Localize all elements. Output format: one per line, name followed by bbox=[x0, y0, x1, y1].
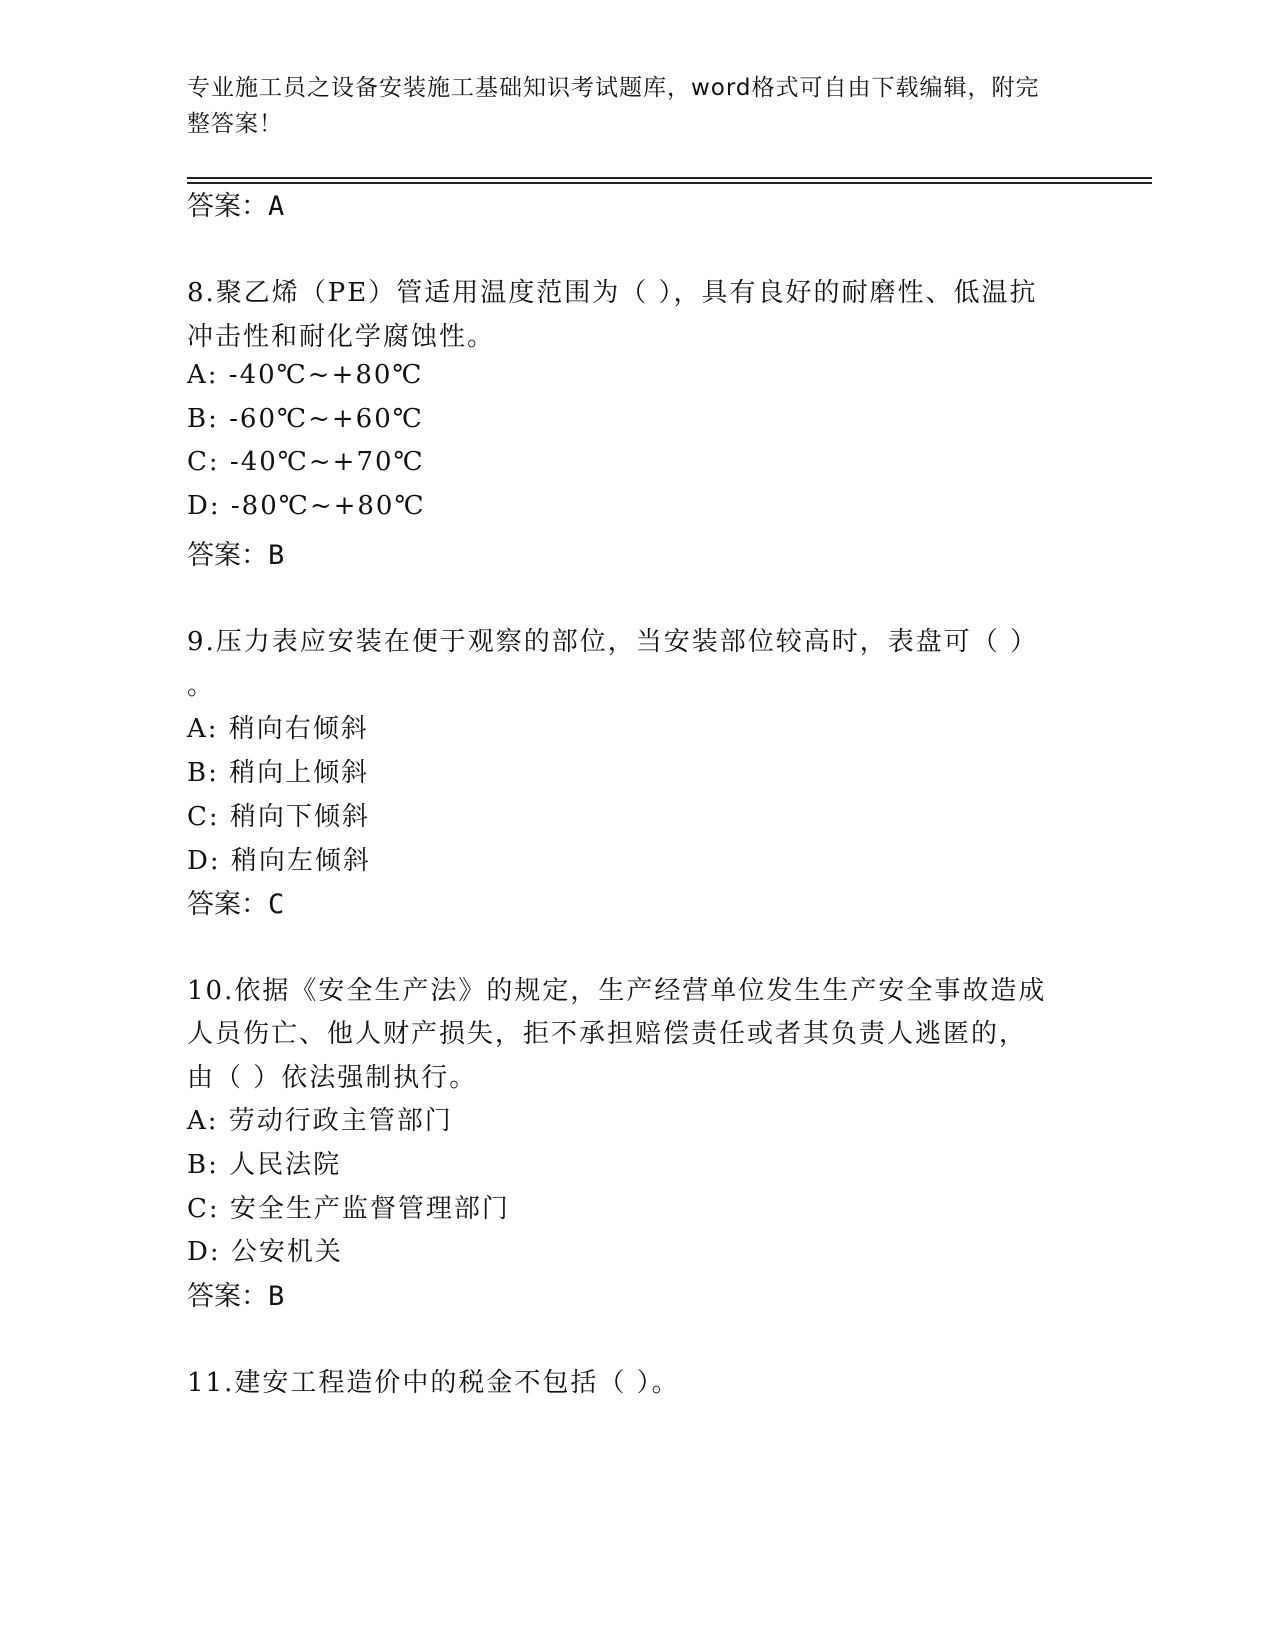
question-8-answer: 答案：B bbox=[187, 540, 285, 571]
header-line-2: 整答案！ bbox=[187, 111, 283, 137]
question-8-option-d: D: -80℃~+80℃ bbox=[187, 491, 426, 521]
question-9-answer: 答案：C bbox=[187, 889, 285, 920]
question-10-option-a: A: 劳动行政主管部门 bbox=[187, 1106, 453, 1136]
question-8-option-b: B: -60℃~+60℃ bbox=[187, 404, 424, 434]
question-11-line-1: 11.建安工程造价中的税金不包括（ ）。 bbox=[187, 1368, 680, 1398]
question-9-option-d: D: 稍向左倾斜 bbox=[187, 846, 371, 876]
question-10-option-d: D: 公安机关 bbox=[187, 1237, 343, 1267]
question-9-option-c: C: 稍向下倾斜 bbox=[187, 802, 370, 832]
document-header bbox=[187, 70, 1057, 142]
header-divider-bottom bbox=[187, 182, 1152, 184]
answer-q7: 答案：A bbox=[187, 191, 285, 222]
question-8-line-2: 冲击性和耐化学腐蚀性。 bbox=[187, 322, 496, 352]
question-9-option-a: A: 稍向右倾斜 bbox=[187, 714, 369, 744]
question-9-option-b: B: 稍向上倾斜 bbox=[187, 758, 370, 788]
question-8-option-c: C: -40℃~+70℃ bbox=[187, 447, 425, 477]
question-8-option-a: A: -40℃~+80℃ bbox=[187, 360, 424, 390]
question-8-line-1: 8.聚乙烯（PE）管适用温度范围为（ ），具有良好的耐磨性、低温抗 bbox=[187, 278, 1038, 308]
question-10-answer: 答案：B bbox=[187, 1281, 285, 1312]
question-10-option-b: B: 人民法院 bbox=[187, 1150, 342, 1180]
question-10-option-c: C: 安全生产监督管理部门 bbox=[187, 1194, 510, 1224]
question-9-line-1: 9.压力表应安装在便于观察的部位，当安装部位较高时，表盘可（ ） bbox=[187, 627, 1039, 657]
question-10-line-2: 人员伤亡、他人财产损失，拒不承担赔偿责任或者其负责人逃匿的， bbox=[187, 1019, 1028, 1049]
header-line-1: 专业施工员之设备安装施工基础知识考试题库，word格式可自由下载编辑，附完 bbox=[187, 75, 1040, 101]
header-divider-top bbox=[187, 177, 1152, 179]
question-10-line-1: 10.依据《安全生产法》的规定，生产经营单位发生生产安全事故造成 bbox=[187, 976, 1047, 1006]
question-10-line-3: 由（ ）依法强制执行。 bbox=[187, 1063, 478, 1093]
question-9-line-2: 。 bbox=[187, 671, 216, 701]
